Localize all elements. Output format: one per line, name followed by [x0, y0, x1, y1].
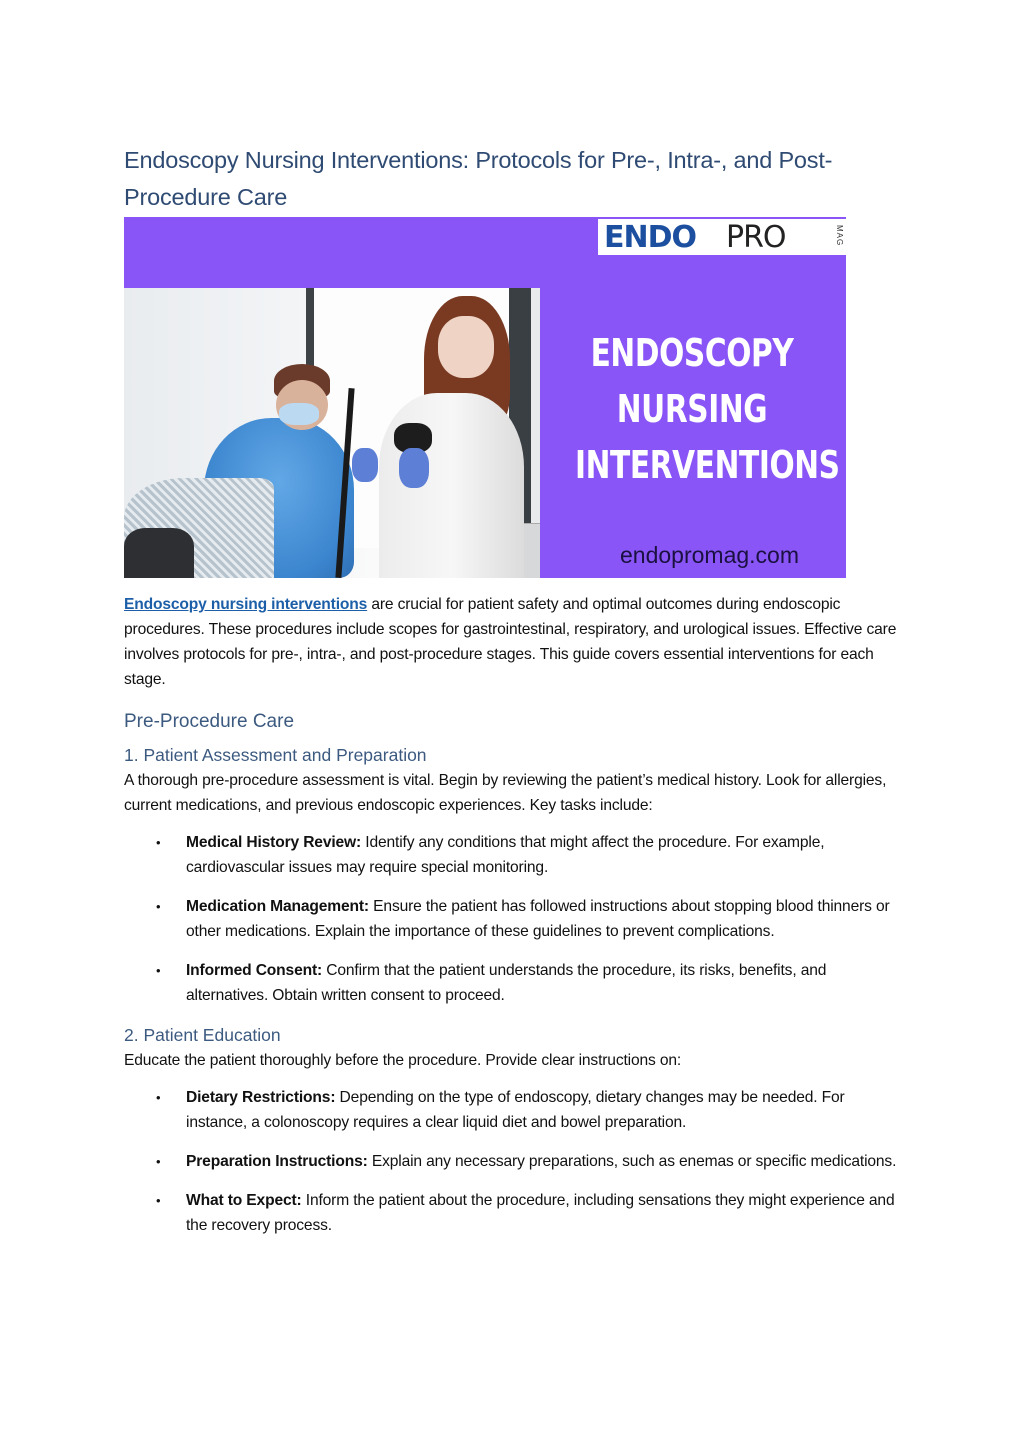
- list-item: [156, 958, 904, 1008]
- banner-line: ENDOSCOPY: [590, 331, 794, 375]
- list-item-label: Informed Consent:: [186, 962, 323, 979]
- list-item-label: Medical History Review:: [186, 834, 362, 851]
- endopro-logo: [598, 219, 846, 255]
- photo-pillow: [124, 528, 194, 578]
- list-item-label: Medication Management:: [186, 898, 369, 915]
- list-item-text: Explain any necessary preparations, such as enemas or specific medications.: [367, 1153, 897, 1170]
- section-heading: Pre-Procedure Care: [124, 711, 295, 732]
- subsection-paragraph: A thorough pre-procedure assessment is vital. Begin by reviewing the patient’s medical history. Look for allergies, current medications, and previous endoscopic experiences. Key tasks include:: [124, 772, 887, 814]
- banner-heading: [575, 325, 840, 493]
- list-item-label: Preparation Instructions:: [186, 1153, 368, 1170]
- bullet-list: [124, 830, 904, 1008]
- list-item-text: Identify any conditions that might affect the procedure. For example, cardiovascular issues may require special monitoring.: [186, 834, 825, 876]
- list-item: [156, 1085, 904, 1135]
- endoscopy-photo: [124, 288, 540, 578]
- banner-line: INTERVENTIONS: [575, 443, 840, 487]
- logo-endo-text: ENDO: [604, 220, 697, 255]
- list-item: [156, 894, 904, 944]
- page-title: Endoscopy Nursing Interventions: Protocols for Pre-, Intra-, and Post-Procedure Care: [124, 147, 833, 210]
- photo-glove: [399, 448, 429, 488]
- bullet-list: [124, 1085, 904, 1238]
- intro-link[interactable]: Endoscopy nursing interventions: [124, 596, 368, 613]
- photo-doctor-face: [438, 316, 494, 378]
- subsection-paragraph: Educate the patient thoroughly before the procedure. Provide clear instructions on:: [124, 1052, 682, 1069]
- bullet-icon: •: [156, 1154, 161, 1169]
- photo-doctor-coat: [379, 393, 524, 578]
- list-item-text: Inform the patient about the procedure, including sensations they might experience and the recovery process.: [186, 1192, 895, 1234]
- hero-image: [124, 217, 846, 578]
- logo-mag-text: MAG: [835, 225, 844, 247]
- logo-pro-text: PRO: [726, 220, 786, 255]
- photo-glove: [352, 448, 378, 482]
- photo-nurse-mask: [279, 403, 319, 425]
- banner-url: endopromag.com: [620, 542, 799, 568]
- banner-line: NURSING: [616, 387, 768, 431]
- bullet-icon: •: [156, 1193, 161, 1208]
- article-body: [124, 592, 904, 1252]
- list-item: [156, 1188, 904, 1238]
- list-item-text: Depending on the type of endoscopy, dietary changes may be needed. For instance, a colonoscopy requires a clear liquid diet and bowel preparation.: [186, 1089, 845, 1131]
- bullet-icon: •: [156, 1090, 161, 1105]
- intro-paragraph: [124, 592, 904, 692]
- subsection-heading: 2. Patient Education: [124, 1025, 281, 1045]
- bullet-icon: •: [156, 899, 161, 914]
- subsection-heading: 1. Patient Assessment and Preparation: [124, 745, 427, 765]
- list-item: [156, 830, 904, 880]
- list-item-label: What to Expect:: [186, 1192, 302, 1209]
- list-item: [156, 1149, 904, 1174]
- list-item-text: Ensure the patient has followed instructions about stopping blood thinners or other medications. Explain the importance of these guidelines to prevent complications.: [186, 898, 890, 940]
- list-item-text: Confirm that the patient understands the procedure, its risks, benefits, and alternatives. Obtain written consent to proceed.: [186, 962, 827, 1004]
- list-item-label: Dietary Restrictions:: [186, 1089, 336, 1106]
- bullet-icon: •: [156, 963, 161, 978]
- bullet-icon: •: [156, 835, 161, 850]
- intro-text: are crucial for patient safety and optimal outcomes during endoscopic procedures. These procedures include scopes for gastrointestinal, respiratory, and urological issues. Effective care involves protocols for pre-, intra-, and post-procedure stages. This guide covers essential interventions for each stage.: [124, 596, 897, 688]
